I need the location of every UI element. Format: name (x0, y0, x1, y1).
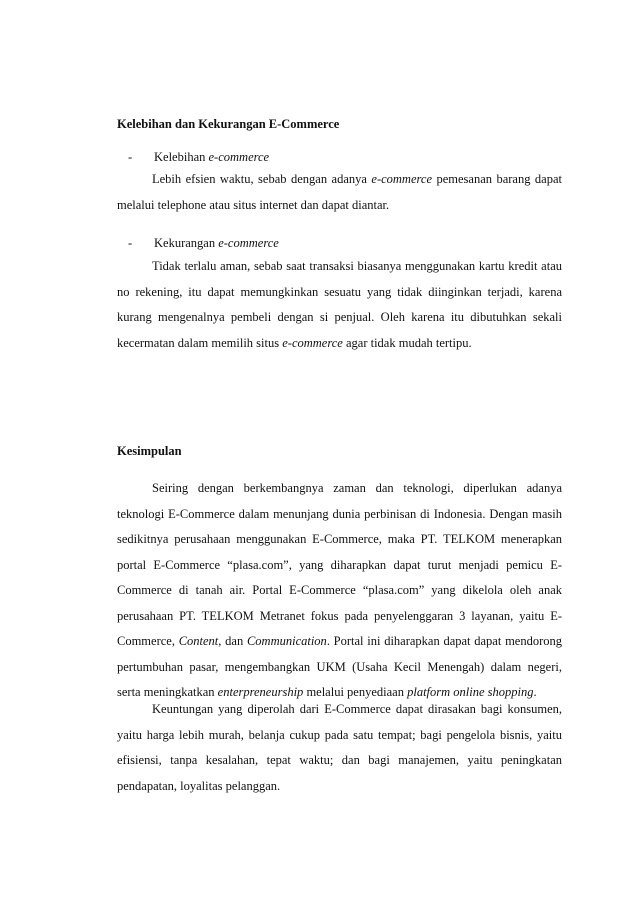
conclusion1-text-3: . Portal ini diharapkan dapat dapat mendorong pertumbuhan pasar, mengembangkan UKM (Usaha Kecil Menengah) dalam negeri, serta meningkatkan (117, 634, 562, 699)
conclusion1-italic-2: Communication (246, 634, 327, 648)
conclusion-paragraph-2 (117, 697, 562, 799)
conclusion1-italic-3: enterpreneurship (217, 685, 304, 699)
conclusion1-text-2: , dan (218, 634, 247, 648)
section-heading-pros-cons: Kelebihan dan Kekurangan E-Commerce (117, 117, 340, 131)
bullet-cons-term: e-commerce (218, 236, 279, 250)
cons-paragraph (117, 254, 562, 356)
bullet-cons (128, 236, 279, 251)
bullet-pros (128, 150, 269, 165)
conclusion1-text-4: melalui penyediaan (303, 685, 408, 699)
bullet-pros-label: Kelebihan (154, 150, 206, 164)
section-heading-conclusion: Kesimpulan (117, 444, 182, 458)
conclusion2-text-1: Keuntungan yang diperolah dari E-Commerce dapat dirasakan bagi konsumen, yaitu harga lebih murah, belanja cukup pada satu tempat; bagi pengelola bisnis, yaitu efisiensi, tanpa kesalahan, tepat waktu; dan bagi manajemen, yaitu peningkatan pendapatan, loyalitas pelanggan. (117, 702, 562, 793)
conclusion1-italic-4: platform online shopping (407, 685, 534, 699)
pros-text-2: pemesanan barang dapat melalui telephone atau situs internet dan dapat diantar. (117, 172, 562, 212)
pros-paragraph (117, 167, 562, 218)
pros-italic-1: e-commerce (371, 172, 432, 186)
bullet-dash: - (128, 150, 133, 164)
cons-italic-1: e-commerce (282, 335, 343, 350)
conclusion1-italic-1: Content (178, 634, 219, 648)
pros-text-1: Lebih efsien waktu, sebab dengan adanya (152, 172, 372, 186)
conclusion1-text-5: . (533, 685, 537, 699)
conclusion1-text-1: Seiring dengan berkembangnya zaman dan teknologi, diperlukan adanya teknologi E-Commerce dalam menunjang dunia perbinisan di Indonesia. Dengan masih sedikitnya perusahaan menggunakan E-Commerce, maka PT. TELKOM menerapkan portal E-Commerce “plasa.com”, yang diharapkan dapat turut menjadi pemicu E-Commerce di tanah air. Portal E-Commerce “plasa.com” yang dikelola oleh anak perusahaan PT. TELKOM Metranet fokus pada penyelenggaran 3 layanan, yaitu E-Commerce, (117, 481, 562, 648)
cons-text-1: Tidak terlalu aman, sebab saat transaksi biasanya menggunakan kartu kredit atau no rekening, itu dapat memungkinkan sesuatu yang tidak diinginkan terjadi, karena kurang mengenalnya pembeli dengan si penjual. Oleh karena itu dibutuhkan sekali kecermatan dalam memilih situs (117, 259, 562, 350)
cons-text-2: agar tidak mudah tertipu. (342, 335, 472, 350)
bullet-cons-label: Kekurangan (154, 236, 216, 250)
conclusion-paragraph-1 (117, 476, 562, 706)
bullet-pros-term: e-commerce (208, 150, 270, 164)
bullet-dash: - (128, 236, 133, 250)
